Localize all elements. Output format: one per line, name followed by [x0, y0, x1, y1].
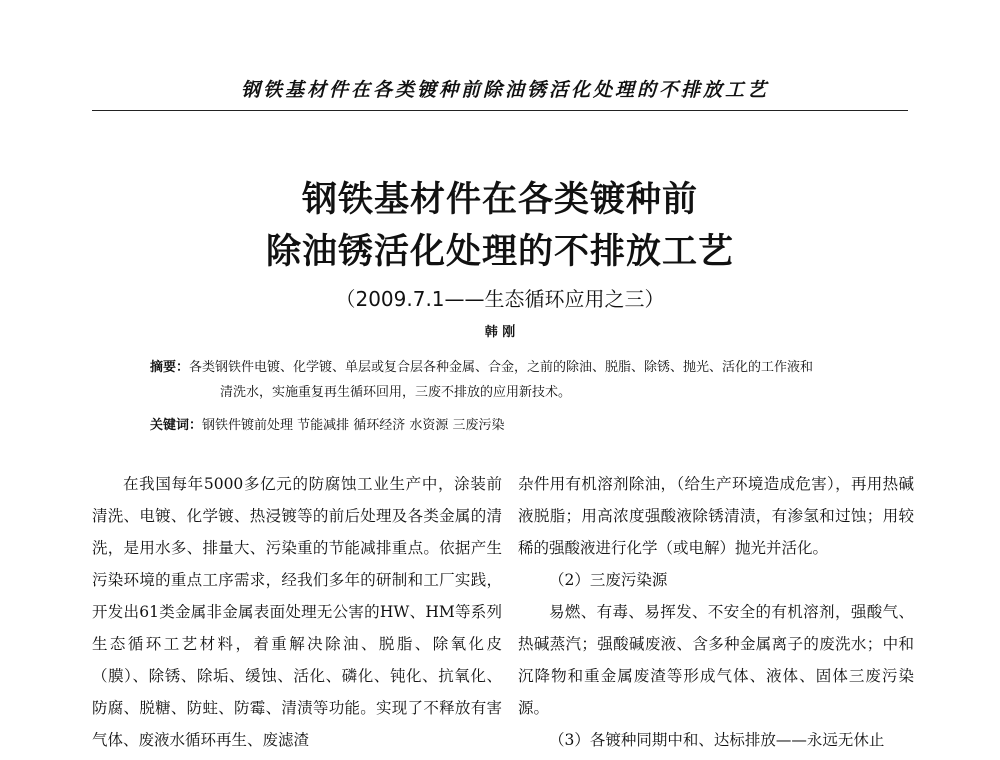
abstract-line-2: 清洗水，实施重复再生循环回用，三废不排放的应用新技术。: [220, 385, 572, 400]
abstract-text-1: 各类钢铁件电镀、化学镀、单层或复合层各种金属、合金，之前的除油、脱脂、除锈、抛光、活化的工作液和: [189, 360, 814, 375]
keywords: [150, 414, 890, 433]
keywords-text: 钢铁件镀前处理 节能减排 循环经济 水资源 三废污染: [202, 418, 505, 433]
right-column: [518, 468, 914, 756]
article-title-line-2: 除油锈活化处理的不排放工艺: [265, 231, 734, 272]
article-title-line-1: 钢铁基材件在各类镀种前: [301, 179, 698, 220]
right-heading-3: （3）各镀种同期中和、达标排放——永远无休止: [549, 731, 885, 749]
right-paragraph-1: 杂件用有机溶剂除油，（给生产环境造成危害），再用热碱液脱脂；用高浓度强酸液除锈清渍，有渗氢和过蚀；用较稀的强酸液进行化学（或电解）抛光并活化。: [518, 475, 914, 557]
keywords-label: 关键词：: [150, 418, 203, 433]
right-heading-2: （2）三废污染源: [549, 571, 668, 589]
left-column: [92, 468, 502, 756]
author-name: 韩 刚: [484, 325, 516, 340]
left-paragraph-1: 在我国每年5000多亿元的防腐蚀工业生产中，涂装前清洗、电镀、化学镀、热浸镀等的前后处理及各类金属的清洗，是用水多、排量大、污染重的节能减排重点。依据产生污染环境的重点工序需求，经我们多年的研制和工厂实践，开发出61类金属非金属表面处理无公害的HW、HM等系列生态循环工艺材料，着重解决除油、脱脂、除氧化皮（膜）、除锈、除垢、缓蚀、活化、磷化、钝化、抗氧化、防腐、脱糖、防蛀、防霉、清渍等功能。实现了不释放有害气体、废液水循环再生、废滤渣: [92, 475, 502, 749]
header-rule: [92, 110, 908, 111]
article-subtitle: （2009.7.1——生态循环应用之三）: [335, 287, 665, 311]
abstract-label: 摘要：: [150, 360, 190, 375]
right-paragraph-2: 易燃、有毒、易挥发、不安全的有机溶剂，强酸气、热碱蒸汽；强酸碱废液、含多种金属离子的废洗水；中和沉降物和重金属废渣等形成气体、液体、固体三废污染源。: [518, 603, 914, 717]
abstract: [150, 355, 890, 405]
running-head: 钢铁基材件在各类镀种前除油锈活化处理的不排放工艺: [240, 79, 769, 101]
abstract-line-1: [150, 355, 890, 380]
